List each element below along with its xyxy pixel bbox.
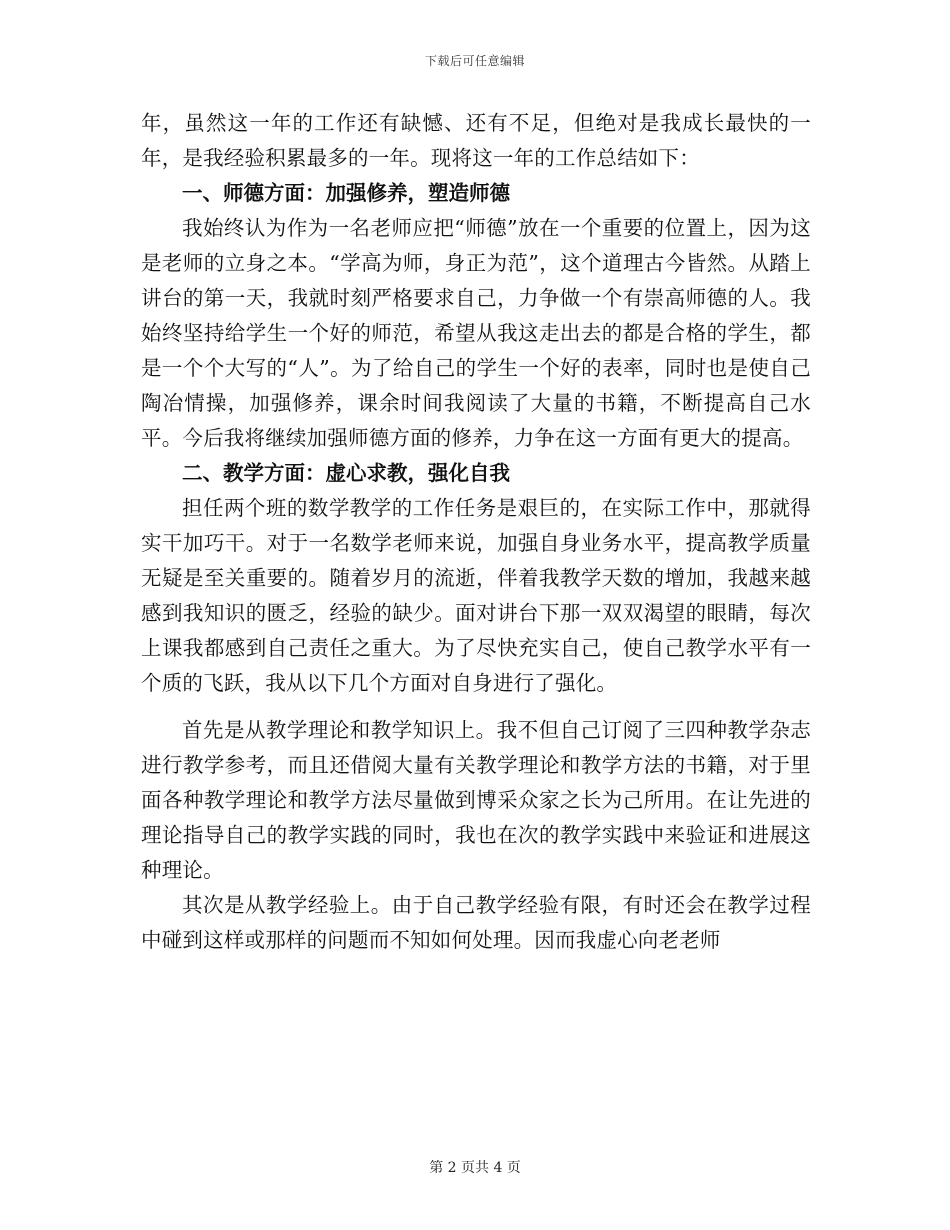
section-heading-teaching: 二、教学方面：虚心求教，强化自我 xyxy=(182,461,510,485)
paragraph-ethics: 我始终认为作为一名老师应把“师德”放在一个重要的位置上，因为这是老师的立身之本。“学高为师，身正为范”，这个道理古今皆然。从踏上讲台的第一天，我就时刻严格要求自己，力争做一个有崇高师德的人。我始终坚持给学生一个好的师范，希望从我这走出去的都是合格的学生，都是一个个大写的“人”。为了给自己的学生一个好的表率，同时也是使自己陶冶情操，加强修养，课余时间我阅读了大量的书籍，不断提高自己水平。今后我将继续加强师德方面的修养，力争在这一方面有更大的提高。 xyxy=(141,216,811,450)
paragraph-experience: 其次是从教学经验上。由于自己教学经验有限，有时还会在教学过程中碰到这样或那样的问题而不知如何处理。因而我虚心向老老师 xyxy=(141,893,811,952)
paragraph-intro: 年，虽然这一年的工作还有缺憾、还有不足，但绝对是我成长最快的一年，是我经验积累最多的一年。现将这一年的工作总结如下： xyxy=(141,111,811,170)
document-body xyxy=(141,106,811,958)
page-header: 下载后可任意编辑 xyxy=(424,54,525,68)
paragraph-theory: 首先是从教学理论和教学知识上。我不但自己订阅了三四种教学杂志进行教学参考，而且还借阅大量有关教学理论和教学方法的书籍，对于里面各种教学理论和教学方法尽量做到博采众家之长为己所用。在让先进的理论指导自己的教学实践的同时，我也在次的教学实践中来验证和进展这种理论。 xyxy=(141,718,811,882)
paragraph-teaching: 担任两个班的数学教学的工作任务是艰巨的，在实际工作中，那就得实干加巧干。对于一名数学老师来说，加强自身业务水平，提高教学质量无疑是至关重要的。随着岁月的流逝，伴着我教学天数的增加，我越来越感到我知识的匮乏，经验的缺少。面对讲台下那一双双渴望的眼睛，每次上课我都感到自己责任之重大。为了尽快充实自己，使自己教学水平有一个质的飞跃，我从以下几个方面对自身进行了强化。 xyxy=(141,496,811,695)
page-footer: 第 2 页共 4 页 xyxy=(429,1160,521,1176)
section-heading-ethics: 一、师德方面：加强修养，塑造师德 xyxy=(182,181,510,205)
